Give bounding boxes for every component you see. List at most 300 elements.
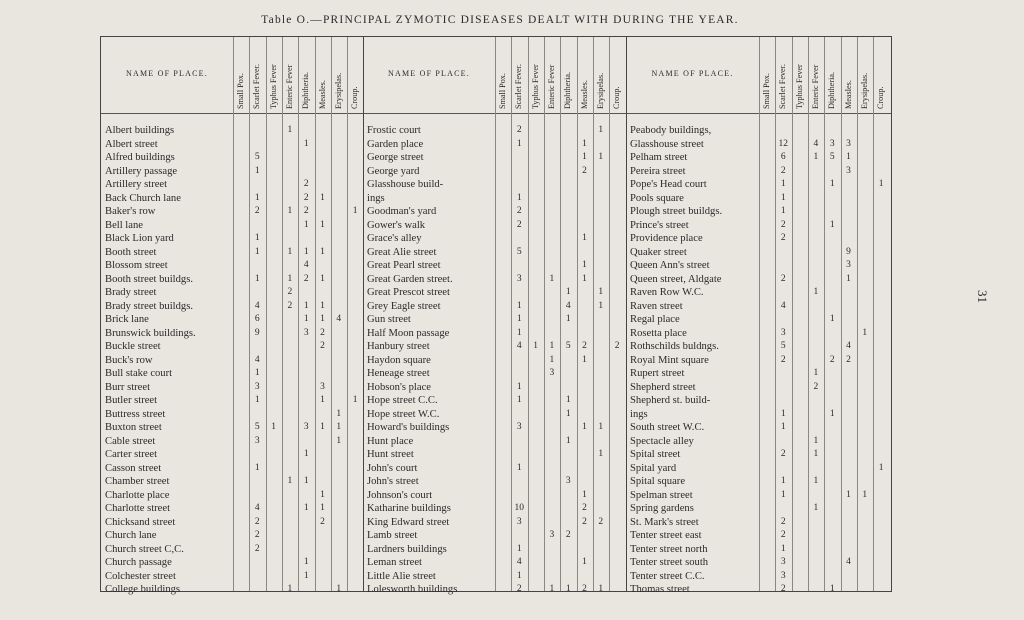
- case-count: 1: [516, 381, 522, 392]
- case-count: 2: [254, 543, 260, 554]
- place-name: Colchester street: [105, 570, 176, 582]
- column-header: Measles.: [579, 80, 589, 109]
- case-count: 2: [254, 206, 260, 216]
- column-header: Scarlet Fever.: [778, 63, 788, 109]
- place-name: Royal Mint square: [630, 354, 709, 366]
- case-count: 3: [780, 570, 786, 581]
- column-header: Scarlet Fever.: [514, 63, 524, 109]
- place-name: Peabody buildings,: [630, 125, 712, 136]
- case-count: 2: [254, 516, 260, 527]
- case-count: 2: [320, 327, 325, 338]
- case-count: 1: [320, 219, 325, 230]
- case-count: 3: [780, 327, 786, 338]
- case-count: 1: [271, 422, 276, 432]
- table-panel-2: [363, 37, 626, 595]
- place-name: Tenter street C.C.: [630, 570, 705, 582]
- place-name: Raven Row W.C.: [630, 287, 704, 298]
- case-count: 2: [320, 516, 325, 527]
- case-count: 1: [320, 422, 325, 432]
- place-name: Pereira street: [630, 165, 686, 177]
- case-count: 1: [549, 584, 555, 594]
- case-count: 2: [813, 381, 819, 392]
- case-count: 1: [780, 422, 786, 432]
- case-count: 1: [780, 489, 786, 500]
- case-count: 1: [846, 152, 851, 162]
- place-name: Back Church lane: [105, 192, 181, 204]
- case-count: 2: [780, 219, 786, 230]
- case-count: 5: [254, 152, 260, 162]
- case-count: 1: [598, 584, 604, 594]
- case-count: 1: [780, 179, 786, 189]
- place-name: Raven street: [630, 300, 683, 312]
- case-count: 3: [254, 435, 260, 446]
- case-count: 1: [320, 503, 325, 513]
- place-name: Half Moon passage: [367, 327, 450, 339]
- case-count: 1: [303, 219, 309, 230]
- case-count: 1: [829, 219, 835, 230]
- case-count: 3: [829, 138, 835, 149]
- place-name: Church passage: [105, 557, 172, 568]
- column-header: Measles.: [843, 80, 853, 109]
- case-count: 2: [582, 165, 587, 176]
- case-count: 1: [813, 503, 819, 513]
- place-name: South street W.C.: [630, 422, 705, 433]
- case-count: 2: [303, 206, 309, 216]
- case-count: 1: [516, 300, 522, 311]
- case-count: 6: [254, 314, 260, 324]
- place-name: Buttress street: [105, 408, 166, 420]
- case-count: 1: [598, 422, 604, 432]
- case-count: 1: [582, 233, 587, 243]
- place-name: Frostic court: [367, 125, 421, 136]
- place-name: Booth street buildgs.: [105, 273, 193, 285]
- place-name: Glasshouse street: [630, 138, 704, 150]
- place-name: Booth street: [105, 246, 157, 258]
- case-count: 1: [780, 408, 786, 419]
- case-count: 1: [598, 449, 604, 459]
- case-count: 12: [778, 138, 789, 149]
- case-count: 1: [813, 435, 819, 446]
- place-name: Chicksand street: [105, 516, 176, 528]
- place-name: Shepherd st. build-: [630, 395, 711, 406]
- zymotic-diseases-table: [100, 36, 892, 595]
- case-count: 1: [254, 192, 260, 203]
- case-count: 1: [516, 543, 522, 554]
- case-count: 2: [780, 273, 786, 284]
- column-header: Croup.: [612, 86, 622, 109]
- case-count: 1: [516, 395, 522, 405]
- place-name: Little Alie street: [367, 570, 436, 582]
- place-name: Great Garden street.: [367, 273, 453, 285]
- place-name: Regal place: [630, 314, 680, 325]
- case-count: 1: [878, 179, 884, 189]
- place-name: Plough street buildgs.: [630, 206, 723, 217]
- place-name: Charlotte street: [105, 503, 171, 514]
- place-name: Rosetta place: [630, 327, 687, 339]
- place-name: Great Alie street: [367, 246, 437, 258]
- case-count: 1: [516, 192, 522, 203]
- column-header: Erysipelas.: [333, 72, 343, 109]
- case-count: 2: [780, 516, 786, 527]
- place-name: Lolesworth buildings: [367, 584, 458, 595]
- column-header: Enteric Fever: [546, 64, 556, 109]
- case-count: 1: [598, 152, 604, 162]
- case-count: 1: [320, 314, 325, 324]
- place-column-header: NAME OF PLACE.: [388, 69, 470, 78]
- place-name: Black Lion yard: [105, 233, 174, 244]
- place-name: John's court: [367, 462, 418, 474]
- case-count: 1: [320, 489, 325, 500]
- place-name: Casson street: [105, 462, 162, 474]
- case-count: 1: [846, 273, 851, 284]
- case-count: 1: [582, 422, 587, 432]
- case-count: 10: [514, 503, 525, 513]
- case-count: 1: [582, 489, 587, 500]
- case-count: 1: [254, 246, 260, 257]
- case-count: 1: [582, 557, 587, 567]
- case-count: 1: [582, 354, 587, 365]
- case-count: 1: [320, 246, 325, 257]
- case-count: 1: [598, 125, 604, 135]
- case-count: 1: [516, 327, 522, 338]
- case-count: 1: [549, 354, 555, 365]
- case-count: 2: [516, 206, 522, 216]
- case-count: 3: [516, 273, 522, 284]
- place-name: Shepherd street: [630, 381, 696, 393]
- case-count: 4: [780, 300, 786, 311]
- case-count: 1: [829, 314, 835, 324]
- case-count: 1: [829, 179, 835, 189]
- case-count: 1: [533, 341, 538, 351]
- column-header: Scarlet Fever.: [252, 63, 262, 109]
- case-count: 2: [565, 530, 571, 540]
- column-header: Erysipelas.: [859, 72, 869, 109]
- column-header: Measles.: [317, 80, 327, 109]
- place-name: Hanbury street: [367, 341, 430, 352]
- case-count: 1: [303, 570, 309, 581]
- case-count: 2: [303, 179, 309, 189]
- place-name: Queen street, Aldgate: [630, 273, 722, 285]
- case-count: 3: [846, 138, 851, 149]
- case-count: 3: [516, 516, 522, 527]
- case-count: 1: [780, 192, 786, 203]
- place-name: Carter street: [105, 449, 158, 460]
- column-header: Small Pox.: [498, 73, 507, 109]
- table-panel-3: [626, 37, 890, 595]
- case-count: 2: [254, 530, 260, 540]
- case-count: 2: [303, 273, 309, 284]
- place-name: Chamber street: [105, 476, 170, 487]
- column-header: Small Pox.: [762, 73, 771, 109]
- case-count: 1: [516, 462, 522, 473]
- case-count: 1: [254, 165, 260, 176]
- place-name: Heneage street: [367, 368, 430, 379]
- case-count: 2: [320, 341, 325, 351]
- case-count: 1: [549, 273, 555, 284]
- case-count: 1: [303, 246, 309, 257]
- case-count: 1: [287, 584, 293, 594]
- place-name: Rothschilds buldngs.: [630, 341, 719, 352]
- place-name: Spectacle alley: [630, 435, 694, 447]
- place-name: Hope street W.C.: [367, 408, 440, 420]
- place-name: John's street: [367, 476, 419, 487]
- case-count: 1: [813, 476, 819, 486]
- case-count: 2: [780, 354, 786, 365]
- case-count: 2: [287, 300, 293, 311]
- case-count: 1: [320, 300, 325, 311]
- case-count: 1: [254, 462, 260, 473]
- place-name: Hunt street: [367, 449, 414, 460]
- case-count: 5: [254, 422, 260, 432]
- case-count: 1: [320, 192, 325, 203]
- case-count: 1: [565, 408, 571, 419]
- place-name: Tenter street south: [630, 557, 709, 568]
- case-count: 2: [582, 516, 587, 527]
- place-name: Church street C,C.: [105, 543, 184, 555]
- case-count: 1: [303, 449, 309, 459]
- place-name: Lamb street: [367, 530, 418, 541]
- place-name: Albert buildings: [105, 125, 175, 136]
- place-name: Bull stake court: [105, 368, 173, 379]
- place-name: Providence place: [630, 233, 703, 244]
- table-panel-1: [101, 37, 363, 595]
- case-count: 3: [516, 422, 522, 432]
- place-name: Johnson's court: [367, 489, 433, 501]
- place-name: ings: [367, 192, 385, 204]
- case-count: 3: [549, 530, 555, 540]
- table-row: [363, 584, 626, 599]
- case-count: 1: [565, 395, 571, 405]
- case-count: 4: [516, 341, 522, 351]
- case-count: 2: [516, 219, 522, 230]
- place-name: Blossom street: [105, 260, 168, 271]
- case-count: 1: [320, 273, 325, 284]
- case-count: 1: [287, 125, 293, 135]
- case-count: 1: [254, 233, 260, 243]
- column-header: Enteric Fever: [810, 64, 820, 109]
- place-name: ings: [630, 408, 648, 420]
- case-count: 1: [336, 408, 342, 419]
- place-name: Brady street: [105, 287, 157, 298]
- case-count: 4: [303, 260, 309, 270]
- case-count: 1: [813, 152, 819, 162]
- case-count: 2: [829, 354, 835, 365]
- place-name: Pools square: [630, 192, 684, 204]
- column-header: Diphtheria.: [301, 71, 311, 109]
- column-header: Typhus Fever: [530, 64, 540, 109]
- place-column-header: NAME OF PLACE.: [651, 69, 734, 78]
- case-count: 5: [829, 152, 835, 162]
- place-name: Cable street: [105, 435, 156, 447]
- place-name: King Edward street: [367, 516, 450, 528]
- case-count: 4: [813, 138, 819, 149]
- case-count: 1: [565, 435, 571, 446]
- case-count: 1: [780, 476, 786, 486]
- place-name: Albert street: [105, 138, 158, 150]
- case-count: 1: [582, 260, 587, 270]
- case-count: 1: [829, 408, 835, 419]
- case-count: 9: [846, 246, 851, 257]
- case-count: 1: [254, 395, 260, 405]
- place-name: Artillery street: [105, 179, 168, 190]
- case-count: 3: [549, 368, 555, 378]
- table-title: Table O.—PRINCIPAL ZYMOTIC DISEASES DEALT WITH DURING THE YEAR.: [261, 14, 739, 26]
- place-column-header: NAME OF PLACE.: [126, 69, 208, 78]
- case-count: 1: [336, 422, 342, 432]
- case-count: 3: [846, 165, 851, 176]
- place-name: George street: [367, 152, 424, 163]
- place-name: Charlotte place: [105, 489, 170, 501]
- table-row: [626, 584, 890, 599]
- case-count: 4: [254, 503, 260, 513]
- case-count: 1: [287, 476, 293, 486]
- place-name: Tenter street north: [630, 543, 708, 555]
- place-name: Garden place: [367, 138, 424, 150]
- place-name: Grace's alley: [367, 233, 422, 244]
- column-header: Diphtheria.: [563, 71, 573, 109]
- case-count: 1: [549, 341, 555, 351]
- place-name: Baker's row: [105, 206, 156, 217]
- place-name: Hope street C.C.: [367, 395, 438, 406]
- case-count: 1: [516, 138, 522, 149]
- place-name: Prince's street: [630, 219, 689, 231]
- case-count: 3: [320, 381, 325, 392]
- case-count: 2: [598, 516, 604, 527]
- case-count: 1: [565, 314, 571, 324]
- place-name: Haydon square: [367, 354, 431, 366]
- table-row: [101, 584, 363, 599]
- place-name: Buck's row: [105, 354, 153, 366]
- case-count: 1: [582, 138, 587, 149]
- case-count: 1: [303, 138, 309, 149]
- case-count: 3: [565, 476, 571, 486]
- place-name: Leman street: [367, 557, 423, 568]
- case-count: 1: [303, 476, 309, 486]
- place-name: Grey Eagle street: [367, 300, 441, 312]
- place-name: Thomas street: [630, 584, 690, 595]
- place-name: Quaker street: [630, 246, 687, 258]
- case-count: 1: [780, 206, 786, 216]
- case-count: 2: [582, 503, 587, 513]
- case-count: 1: [813, 449, 819, 459]
- case-count: 3: [846, 260, 851, 270]
- case-count: 1: [254, 368, 260, 378]
- case-count: 1: [846, 489, 851, 500]
- column-header: Typhus Fever: [794, 64, 804, 109]
- case-count: 5: [565, 341, 571, 351]
- case-count: 5: [780, 341, 786, 351]
- case-count: 1: [780, 543, 786, 554]
- place-name: Burr street: [105, 381, 151, 393]
- place-name: Spring gardens: [630, 503, 694, 514]
- case-count: 1: [878, 462, 884, 473]
- place-name: Glasshouse build-: [367, 179, 444, 190]
- place-name: Buckle street: [105, 341, 161, 352]
- place-name: Church lane: [105, 530, 157, 541]
- place-name: Butler street: [105, 395, 158, 406]
- page-number: 31: [975, 290, 990, 303]
- case-count: 1: [813, 287, 819, 297]
- case-count: 2: [614, 341, 620, 351]
- case-count: 4: [516, 557, 522, 567]
- place-name: Buxton street: [105, 422, 162, 433]
- case-count: 1: [303, 557, 309, 567]
- case-count: 1: [303, 503, 309, 513]
- place-name: Goodman's yard: [367, 206, 437, 217]
- place-name: Alfred buildings: [105, 152, 175, 163]
- place-name: Katharine buildings: [367, 503, 451, 514]
- case-count: 1: [862, 327, 868, 338]
- case-count: 1: [320, 395, 325, 405]
- case-count: 1: [352, 206, 358, 216]
- case-count: 3: [303, 422, 309, 432]
- case-count: 1: [287, 246, 293, 257]
- place-name: Hobson's place: [367, 381, 431, 393]
- case-count: 1: [287, 206, 293, 216]
- case-count: 4: [336, 314, 342, 324]
- case-count: 2: [516, 125, 522, 135]
- place-name: Howard's buildings: [367, 422, 450, 433]
- case-count: 1: [303, 300, 309, 311]
- column-header: Typhus Fever: [268, 64, 278, 109]
- case-count: 9: [254, 327, 260, 338]
- place-name: Spital square: [630, 476, 686, 487]
- case-count: 1: [565, 584, 571, 594]
- case-count: 6: [780, 152, 786, 162]
- case-count: 4: [565, 300, 571, 311]
- place-name: Spelman street: [630, 489, 693, 501]
- case-count: 2: [287, 287, 293, 297]
- case-count: 1: [813, 368, 819, 378]
- case-count: 3: [780, 557, 786, 567]
- case-count: 1: [287, 273, 293, 284]
- case-count: 1: [582, 152, 587, 162]
- place-name: Gun street: [367, 314, 411, 325]
- place-name: George yard: [367, 165, 420, 177]
- case-count: 1: [303, 314, 309, 324]
- place-name: Pope's Head court: [630, 179, 707, 190]
- case-count: 4: [254, 300, 260, 311]
- column-header: Diphtheria.: [827, 71, 837, 109]
- place-name: Tenter street east: [630, 530, 702, 541]
- place-name: Brunswick buildings.: [105, 327, 196, 339]
- column-header: Small Pox.: [236, 73, 245, 109]
- column-header: Croup.: [876, 86, 886, 109]
- case-count: 1: [598, 287, 604, 297]
- column-header: Croup.: [350, 86, 360, 109]
- case-count: 2: [303, 192, 309, 203]
- case-count: 1: [516, 570, 522, 581]
- case-count: 1: [829, 584, 835, 594]
- case-count: 2: [780, 165, 786, 176]
- place-name: Great Prescot street: [367, 287, 450, 298]
- case-count: 1: [598, 300, 604, 311]
- place-name: Brick lane: [105, 314, 149, 325]
- place-name: Lardners buildings: [367, 543, 447, 555]
- place-name: Bell lane: [105, 219, 143, 231]
- place-name: Great Pearl street: [367, 260, 441, 271]
- case-count: 2: [846, 354, 851, 365]
- case-count: 2: [516, 584, 522, 594]
- case-count: 2: [582, 341, 587, 351]
- case-count: 2: [582, 584, 587, 594]
- place-name: Rupert street: [630, 368, 685, 379]
- case-count: 1: [565, 287, 571, 297]
- place-name: Queen Ann's street: [630, 260, 710, 271]
- place-name: College buildings: [105, 584, 181, 595]
- case-count: 2: [780, 449, 786, 459]
- case-count: 2: [780, 530, 786, 540]
